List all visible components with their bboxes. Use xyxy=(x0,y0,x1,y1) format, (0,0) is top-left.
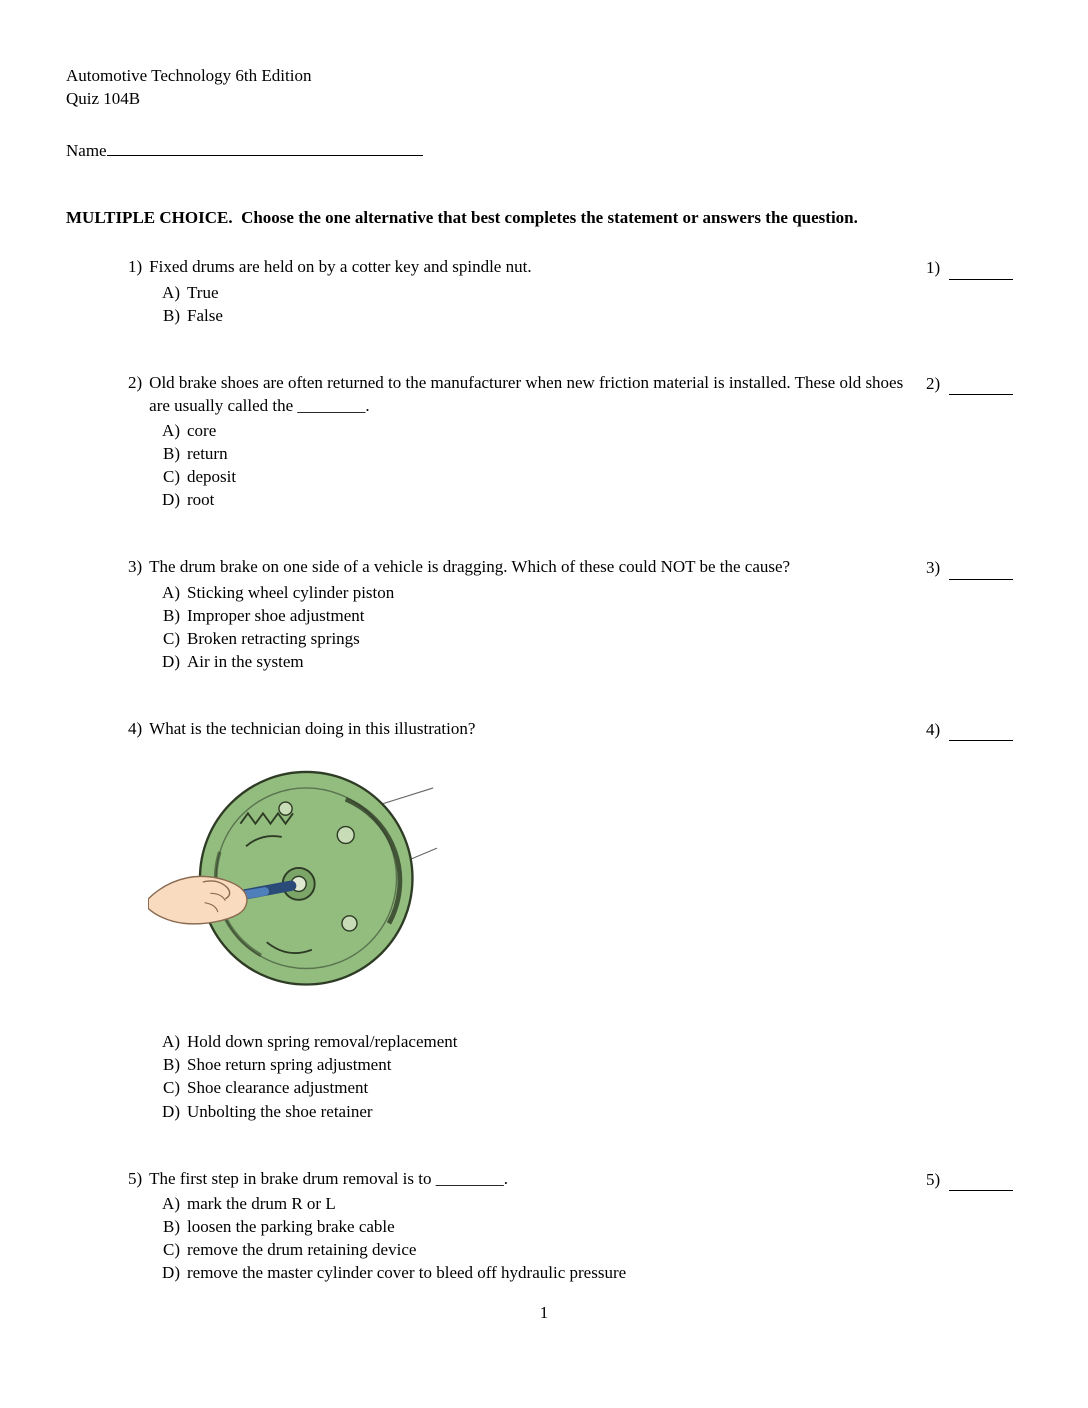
choice xyxy=(154,1192,908,1215)
question-number: 5) xyxy=(128,1168,143,1188)
choice-letter: A) xyxy=(162,1032,180,1052)
choice-text: True xyxy=(187,282,219,302)
choice-text: Unbolting the shoe retainer xyxy=(187,1101,373,1121)
backing-plate xyxy=(200,772,413,985)
choice xyxy=(154,1261,908,1284)
choice xyxy=(154,1238,908,1261)
technician-hand xyxy=(148,876,247,923)
answer-blank xyxy=(949,723,1013,741)
choice-text: Air in the system xyxy=(187,651,304,671)
answer-cell xyxy=(926,555,1026,579)
answer-blank xyxy=(949,561,1013,579)
choice-text: deposit xyxy=(187,467,237,487)
choice-letter: D) xyxy=(162,1263,180,1283)
page-footer xyxy=(0,1301,1088,1324)
choice-letter: A) xyxy=(162,1193,180,1213)
answer-number: 4) xyxy=(926,719,941,739)
question-number: 4) xyxy=(128,718,143,738)
choice-text: mark the drum R or L xyxy=(187,1193,336,1213)
question-number: 2) xyxy=(128,372,143,392)
question-number: 3) xyxy=(128,557,143,577)
choice-letter: C) xyxy=(163,1078,180,1098)
choice xyxy=(154,650,908,673)
answer-number: 1) xyxy=(926,258,941,278)
choice-text: core xyxy=(187,420,217,440)
choice xyxy=(154,1053,908,1076)
answer-blank xyxy=(949,377,1013,395)
choice-letter: C) xyxy=(163,467,180,487)
answer-blank xyxy=(949,261,1013,279)
choice-text: Improper shoe adjustment xyxy=(187,605,365,625)
choice xyxy=(154,488,908,511)
question-5 xyxy=(66,1167,1026,1285)
page-number: 1 xyxy=(539,1302,549,1322)
choice-letter: D) xyxy=(162,490,180,510)
choice xyxy=(154,627,908,650)
choice-text: root xyxy=(187,490,215,510)
choice-text: remove the drum retaining device xyxy=(187,1239,417,1259)
question-text: The drum brake on one side of a vehicle is dragging. Which of these could NOT be the cause? xyxy=(149,557,791,577)
answer-cell xyxy=(926,1167,1026,1191)
choice xyxy=(154,304,908,327)
question-4 xyxy=(66,717,1026,1123)
quiz-number: Quiz 104B xyxy=(66,89,141,109)
choice xyxy=(154,581,908,604)
name-row xyxy=(66,138,1026,162)
choice-letter: A) xyxy=(162,282,180,302)
choice-text: Hold down spring removal/replacement xyxy=(187,1032,458,1052)
choice-text: Shoe return spring adjustment xyxy=(187,1055,392,1075)
question-text: What is the technician doing in this illustration? xyxy=(149,718,476,738)
question-1 xyxy=(66,255,1026,326)
choice-text: loosen the parking brake cable xyxy=(187,1216,395,1236)
choice-letter: B) xyxy=(163,605,180,625)
choice-letter: A) xyxy=(162,420,180,440)
choice-text: False xyxy=(187,305,223,325)
question-number: 1) xyxy=(128,257,143,277)
answer-number: 2) xyxy=(926,373,941,393)
choice xyxy=(154,1030,908,1053)
instructions: MULTIPLE CHOICE. Choose the one alternative that best completes the statement or answers the question. xyxy=(66,208,858,228)
choice-text: Sticking wheel cylinder piston xyxy=(187,582,395,602)
question-2 xyxy=(66,371,1026,512)
answer-number: 3) xyxy=(926,558,941,578)
answer-blank xyxy=(949,1172,1013,1190)
answer-number: 5) xyxy=(926,1169,941,1189)
choice xyxy=(154,281,908,304)
choice xyxy=(154,419,908,442)
document-title: Automotive Technology 6th Edition xyxy=(66,66,312,85)
choice-letter: B) xyxy=(163,1055,180,1075)
question-text: Fixed drums are held on by a cotter key and spindle nut. xyxy=(149,257,532,277)
choice-letter: D) xyxy=(162,1101,180,1121)
choice-letter: B) xyxy=(163,305,180,325)
answer-cell xyxy=(926,255,1026,279)
choice xyxy=(154,442,908,465)
choice xyxy=(154,1100,908,1123)
choice xyxy=(154,1215,908,1238)
choice-letter: A) xyxy=(162,582,180,602)
answer-cell xyxy=(926,717,1026,741)
question-3 xyxy=(66,555,1026,673)
choice-text: Shoe clearance adjustment xyxy=(187,1078,369,1098)
choice-letter: C) xyxy=(163,1239,180,1259)
choice xyxy=(154,465,908,488)
choice xyxy=(154,604,908,627)
choice-text: Broken retracting springs xyxy=(187,628,360,648)
choice-letter: C) xyxy=(163,628,180,648)
choice xyxy=(154,1076,908,1099)
choice-letter: B) xyxy=(163,444,180,464)
choice-text: return xyxy=(187,444,228,464)
name-blank xyxy=(107,138,423,156)
choice-letter: D) xyxy=(162,651,180,671)
question-text: The first step in brake drum removal is to ________. xyxy=(149,1168,508,1188)
question-text: Old brake shoes are often returned to the manufacturer when new friction material is installed. These old shoes are usually called the ________. xyxy=(149,372,904,415)
choice-text: remove the master cylinder cover to bleed off hydraulic pressure xyxy=(187,1263,627,1283)
drum-brake-illustration xyxy=(148,756,908,1014)
choice-letter: B) xyxy=(163,1216,180,1236)
answer-cell xyxy=(926,371,1026,395)
questions-list xyxy=(66,255,1026,1284)
name-label: Name xyxy=(66,141,107,161)
